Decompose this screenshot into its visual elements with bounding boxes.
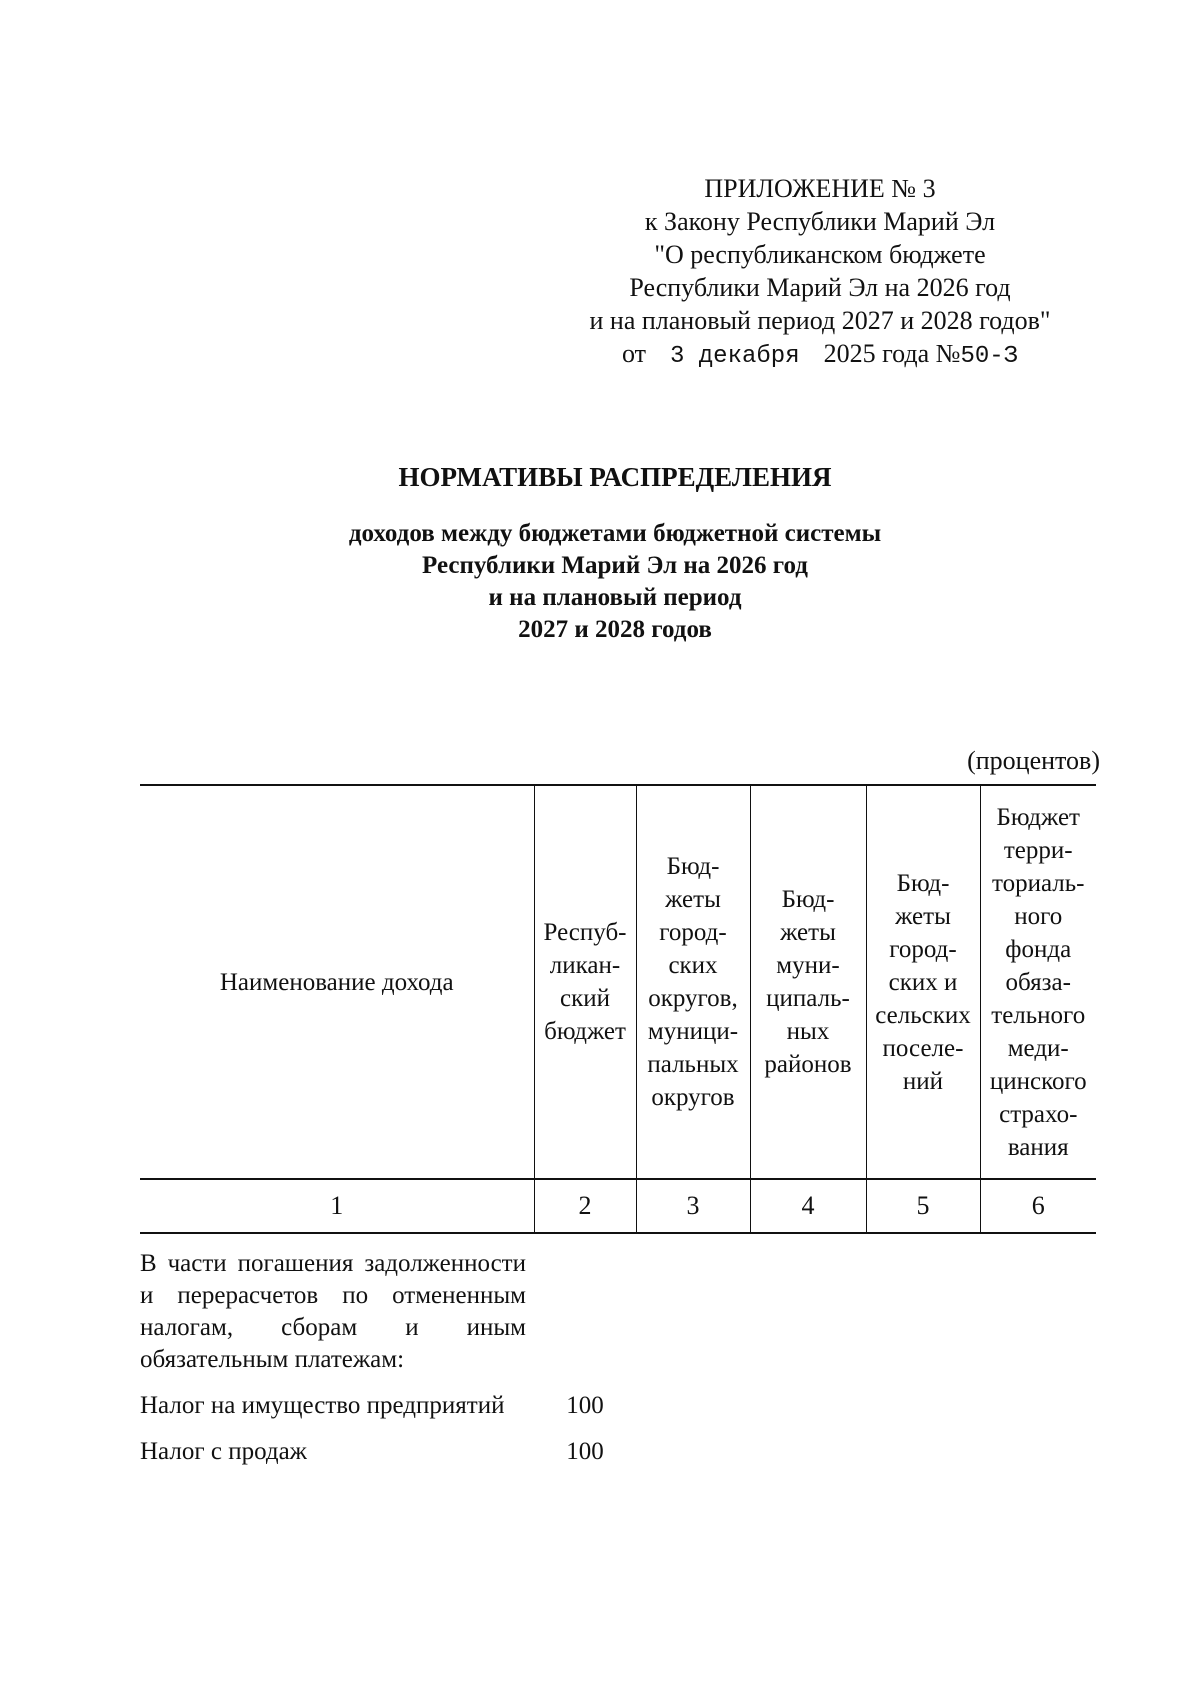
- table-header-row: [140, 785, 1096, 1179]
- appendix-law-ref: к Закону Республики Марий Эл: [644, 207, 996, 236]
- column-number: 1: [140, 1179, 534, 1233]
- norms-table: [140, 784, 1096, 1468]
- value-municipal-district: [750, 1248, 866, 1376]
- value-settlement: [866, 1436, 980, 1468]
- appendix-law-title-3: и на плановый период 2027 и 2028 годов": [589, 306, 1051, 335]
- document-subtitle: [0, 518, 1200, 646]
- column-number: 5: [866, 1179, 980, 1233]
- appendix-block: [560, 172, 1080, 373]
- value-city-district: [636, 1390, 750, 1422]
- table-row: [140, 1248, 1096, 1376]
- value-medical-fund: [980, 1390, 1096, 1422]
- subtitle-line-1: доходов между бюджетами бюджетной системы: [348, 520, 882, 547]
- value-municipal-district: [750, 1436, 866, 1468]
- header-republic-budget: Респуб- ликан- ский бюджет: [534, 785, 636, 1179]
- column-number: 6: [980, 1179, 1096, 1233]
- appendix-law-title-2: Республики Марий Эл на 2026 год: [629, 273, 1011, 302]
- value-republic: [534, 1248, 636, 1376]
- column-number: 4: [750, 1179, 866, 1233]
- appendix-date-line: [560, 337, 1080, 373]
- subtitle-line-2: Республики Марий Эл на 2026 год: [422, 552, 808, 579]
- table-row: [140, 1390, 1096, 1422]
- value-city-district: [636, 1436, 750, 1468]
- appendix-number: ПРИЛОЖЕНИЕ № 3: [704, 174, 936, 203]
- value-medical-fund: [980, 1248, 1096, 1376]
- column-number: 3: [636, 1179, 750, 1233]
- value-settlement: [866, 1390, 980, 1422]
- value-medical-fund: [980, 1436, 1096, 1468]
- income-name: Налог на имущество предприятий: [140, 1392, 505, 1419]
- value-municipal-district: [750, 1390, 866, 1422]
- table-row: [140, 1436, 1096, 1468]
- date-prefix: от: [621, 339, 646, 368]
- document-title: НОРМАТИВЫ РАСПРЕДЕЛЕНИЯ: [398, 462, 832, 492]
- subtitle-line-3: и на плановый период: [488, 584, 742, 611]
- column-number: 2: [534, 1179, 636, 1233]
- header-municipal-district-budgets: Бюд- жеты муни- ципаль- ных районов: [750, 785, 866, 1179]
- header-city-district-budgets: Бюд- жеты город- ских округов, муници- пальных округов: [636, 785, 750, 1179]
- column-number-row: [140, 1179, 1096, 1233]
- income-name: Налог с продаж: [140, 1438, 307, 1465]
- value-republic: 100: [566, 1438, 604, 1465]
- header-income-name: Наименование дохода: [140, 785, 534, 1179]
- value-republic: 100: [566, 1392, 604, 1419]
- units-label: (процентов): [967, 746, 1100, 775]
- date-day-month: 3 декабря: [669, 343, 800, 370]
- header-settlement-budgets: Бюд- жеты город- ских и сельских поселе- ний: [866, 785, 980, 1179]
- header-medical-insurance-fund: Бюджет терри- ториаль- ного фонда обяза- тельного меди- цинского страхо- вания: [980, 785, 1096, 1179]
- appendix-law-title-1: "О республиканском бюджете: [654, 240, 986, 269]
- income-name: В части погашения задолженности и перерасчетов по отмененным налогам, сборам и иным обязательным платежам:: [140, 1250, 526, 1373]
- law-number: 50-З: [960, 343, 1019, 370]
- value-city-district: [636, 1248, 750, 1376]
- date-year: 2025 года №: [823, 339, 961, 368]
- value-settlement: [866, 1248, 980, 1376]
- subtitle-line-4: 2027 и 2028 годов: [518, 616, 712, 643]
